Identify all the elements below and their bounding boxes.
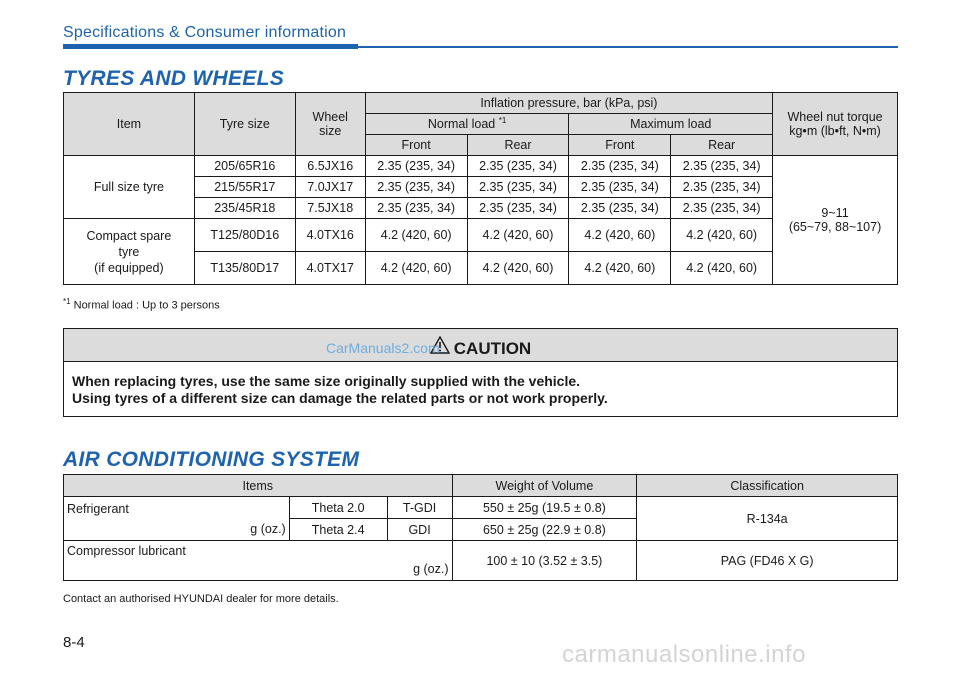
col-normal-load [365, 114, 569, 135]
footnote-mark: *1 [63, 297, 71, 306]
col-tyre-size: Tyre size [194, 93, 295, 156]
header-rule-thick [63, 44, 358, 49]
normal-rear-cell: 2.35 (235, 34) [467, 177, 569, 198]
torque-value: 9~11 [821, 206, 849, 220]
group-compact-line2: tyre [118, 244, 140, 259]
table-row [64, 541, 898, 581]
table-row [64, 497, 898, 519]
tyre-size-cell: 205/65R16 [194, 156, 295, 177]
header-rule-thin [358, 46, 898, 48]
col-items: Items [64, 475, 453, 497]
caution-header [64, 329, 897, 362]
tyre-size-cell: T125/80D16 [194, 219, 295, 252]
lubricant-unit: g (oz.) [413, 562, 449, 576]
max-rear-cell: 2.35 (235, 34) [671, 198, 773, 219]
max-front-cell: 2.35 (235, 34) [569, 156, 671, 177]
normal-front-cell: 2.35 (235, 34) [365, 156, 467, 177]
max-rear-cell: 4.2 (420, 60) [671, 219, 773, 252]
footnote-text: Normal load : Up to 3 persons [73, 299, 220, 312]
page-number: 8-4 [63, 634, 85, 651]
tyre-size-cell: 215/55R17 [194, 177, 295, 198]
wheel-size-cell: 6.5JX16 [295, 156, 365, 177]
normal-rear-cell: 2.35 (235, 34) [467, 156, 569, 177]
col-inflation: Inflation pressure, bar (kPa, psi) [365, 93, 772, 114]
max-rear-cell: 2.35 (235, 34) [671, 177, 773, 198]
ac-title: AIR CONDITIONING SYSTEM [63, 448, 360, 471]
weight-cell: 550 ± 25g (19.5 ± 0.8) [452, 497, 637, 519]
max-front-cell: 4.2 (420, 60) [569, 219, 671, 252]
caution-line1: When replacing tyres, use the same size originally supplied with the vehicle. [72, 373, 581, 389]
torque-value-cell [773, 156, 898, 285]
col-wheel-size: Wheel size [295, 93, 365, 156]
tyres-header-row-1 [64, 93, 898, 114]
watermark: CarManuals2.com [326, 340, 440, 356]
weight-cell: 650 ± 25g (22.9 ± 0.8) [452, 519, 637, 541]
caution-box [63, 328, 898, 417]
max-front-cell: 2.35 (235, 34) [569, 198, 671, 219]
section-header: Specifications & Consumer information [63, 24, 347, 41]
tyre-size-cell: T135/80D17 [194, 252, 295, 285]
caution-title-text: CAUTION [453, 339, 532, 358]
col-torque [773, 93, 898, 156]
tyres-table [63, 92, 898, 285]
table-row [64, 219, 898, 252]
normal-load-label: Normal load [427, 117, 496, 132]
refrigerant-unit: g (oz.) [250, 522, 286, 536]
group-compact-spare [64, 219, 195, 285]
col-max-load: Maximum load [569, 114, 773, 135]
caution-body [64, 362, 897, 407]
engine-type-cell: GDI [387, 519, 452, 541]
col-normal-rear: Rear [467, 135, 569, 156]
normal-front-cell: 2.35 (235, 34) [365, 198, 467, 219]
col-item: Item [64, 93, 195, 156]
normal-load-mark: *1 [498, 116, 507, 126]
normal-front-cell: 4.2 (420, 60) [365, 252, 467, 285]
wheel-size-cell: 7.5JX18 [295, 198, 365, 219]
lubricant-weight-cell: 100 ± 10 (3.52 ± 3.5) [452, 541, 637, 581]
table-row [64, 156, 898, 177]
max-front-cell: 4.2 (420, 60) [569, 252, 671, 285]
normal-front-cell: 2.35 (235, 34) [365, 177, 467, 198]
refrigerant-cell [64, 497, 290, 541]
normal-rear-cell: 2.35 (235, 34) [467, 198, 569, 219]
col-max-rear: Rear [671, 135, 773, 156]
torque-value-units: (65~79, 88~107) [788, 220, 882, 234]
normal-rear-cell: 4.2 (420, 60) [467, 219, 569, 252]
group-compact-line3: (if equipped) [94, 260, 164, 275]
group-full-size: Full size tyre [64, 156, 195, 219]
wheel-size-cell: 4.0TX16 [295, 219, 365, 252]
engine-cell: Theta 2.4 [289, 519, 387, 541]
lubricant-label: Compressor lubricant [67, 544, 186, 558]
footer-watermark: carmanualsonline.info [562, 641, 806, 668]
lubricant-cell [64, 541, 453, 581]
tyres-title: TYRES AND WHEELS [63, 67, 285, 90]
caution-line2: Using tyres of a different size can damage the related parts or not work properly. [72, 390, 608, 406]
refrigerant-class-cell: R-134a [637, 497, 898, 541]
group-compact-line1: Compact spare [86, 228, 172, 243]
col-classification: Classification [637, 475, 898, 497]
ac-table [63, 474, 898, 581]
col-max-front: Front [569, 135, 671, 156]
normal-rear-cell: 4.2 (420, 60) [467, 252, 569, 285]
refrigerant-label: Refrigerant [67, 502, 129, 516]
tyre-size-cell: 235/45R18 [194, 198, 295, 219]
lubricant-class-cell: PAG (FD46 X G) [637, 541, 898, 581]
tyres-footnote [63, 297, 220, 312]
contact-note: Contact an authorised HYUNDAI dealer for more details. [63, 593, 339, 605]
normal-front-cell: 4.2 (420, 60) [365, 219, 467, 252]
col-torque-label: Wheel nut torque [787, 110, 883, 124]
col-normal-front: Front [365, 135, 467, 156]
max-rear-cell: 4.2 (420, 60) [671, 252, 773, 285]
max-front-cell: 2.35 (235, 34) [569, 177, 671, 198]
col-torque-units: kg•m (lb•ft, N•m) [789, 124, 881, 138]
ac-header-row [64, 475, 898, 497]
engine-cell: Theta 2.0 [289, 497, 387, 519]
wheel-size-cell: 7.0JX17 [295, 177, 365, 198]
wheel-size-cell: 4.0TX17 [295, 252, 365, 285]
col-weight: Weight of Volume [452, 475, 637, 497]
caution-title [64, 336, 897, 359]
max-rear-cell: 2.35 (235, 34) [671, 156, 773, 177]
engine-type-cell: T-GDI [387, 497, 452, 519]
